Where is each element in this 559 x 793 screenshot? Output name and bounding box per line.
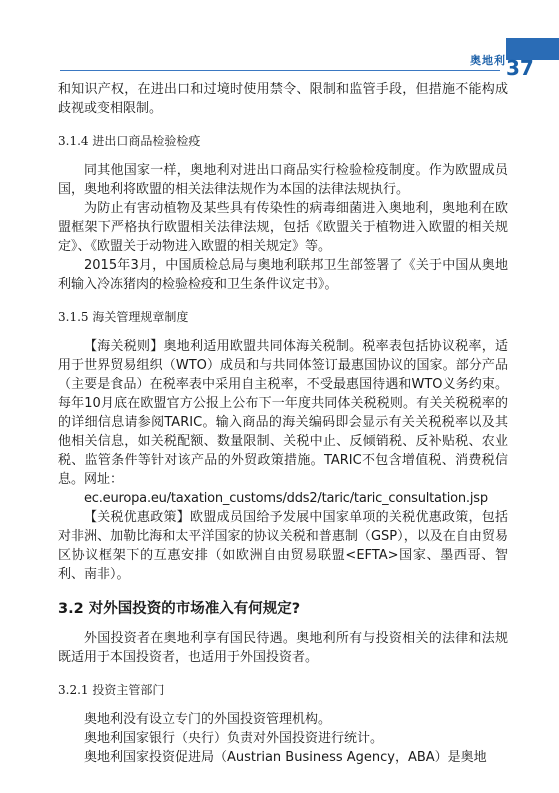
section-3-2-1-para-2: 奥地利国家银行（央行）负责对外国投资进行统计。 — [84, 731, 384, 746]
taric-url: ec.europa.eu/taxation_customs/dds2/taric/taric_consultation.jsp — [84, 491, 488, 506]
section-3-2-1-para-3: 奥地利国家投资促进局（Austrian Business Agency，ABA）是奥地 — [84, 750, 487, 765]
page-header — [0, 0, 559, 85]
section-3-2-1-para-1: 奥地利没有设立专门的外国投资管理机构。 — [84, 712, 332, 727]
section-3-1-4-para-3: 2015年3月，中国质检总局与奥地利联邦卫生部签署了《关于中国从奥地利输入冷冻猪肉的检验检疫和卫生条件议定书》。 — [58, 258, 508, 292]
header-rule — [60, 70, 500, 71]
page-body — [58, 80, 508, 767]
header-country-label: 奥地利 — [470, 54, 506, 67]
section-3-1-5-para-1: 【海关税则】奥地利适用欧盟共同体海关税制。税率表包括协议税率，适用于世界贸易组织（WTO）成员和与共同体签订最惠国协议的国家。部分产品（主要是食品）在税率表中采用自主税率，不受最惠国待遇和WTO义务约束。每年10月底在欧盟官方公报上公布下一年度共同体关税税则。有关关税税率的的详细信息请参阅TARIC。输入商品的海关编码即会显示有关关税税率以及其他相关信息，如关税配额、数量限制、关税中止、反倾销税、反补贴税、农业税、监管条件等针对该产品的外贸政策措施。TARIC不包含增值税、消费税信息。网址： — [58, 339, 508, 487]
section-3-1-4-para-1: 同其他国家一样，奥地利对进出口商品实行检验检疫制度。作为欧盟成员国，奥地利将欧盟的相关法律法规作为本国的法律法规执行。 — [58, 163, 508, 197]
section-3-1-4-para-2: 为防止有害动植物及某些具有传染性的病毒细菌进入奥地利，奥地利在欧盟框架下严格执行欧盟相关法律法规，包括《欧盟关于植物进入欧盟的相关规定》、《欧盟关于动物进入欧盟的相关规定》等。 — [58, 201, 508, 254]
section-3-1-4-heading: 3.1.4 进出口商品检验检疫 — [58, 134, 201, 148]
section-3-2-heading: 3.2 对外国投资的市场准入有何规定? — [58, 601, 301, 617]
section-3-1-5-heading: 3.1.5 海关管理规章制度 — [58, 310, 189, 324]
intro-paragraph: 和知识产权，在进出口和过境时使用禁令、限制和监管手段，但措施不能构成歧视或变相限制。 — [58, 82, 508, 116]
section-3-2-para-1: 外国投资者在奥地利享有国民待遇。奥地利所有与投资相关的法律和法规既适用于本国投资者，也适用于外国投资者。 — [58, 631, 508, 665]
section-3-2-1-heading: 3.2.1 投资主管部门 — [58, 683, 165, 697]
page-number: 37 — [506, 56, 534, 80]
section-3-1-5-para-2: 【关税优惠政策】欧盟成员国给予发展中国家单项的关税优惠政策，包括对非洲、加勒比海和太平洋国家的协议关税和普惠制（GSP），以及在自由贸易区协议框架下的互惠安排（如欧洲自由贸易联盟<EFTA>国家、墨西哥、智利、南非）。 — [58, 510, 508, 582]
